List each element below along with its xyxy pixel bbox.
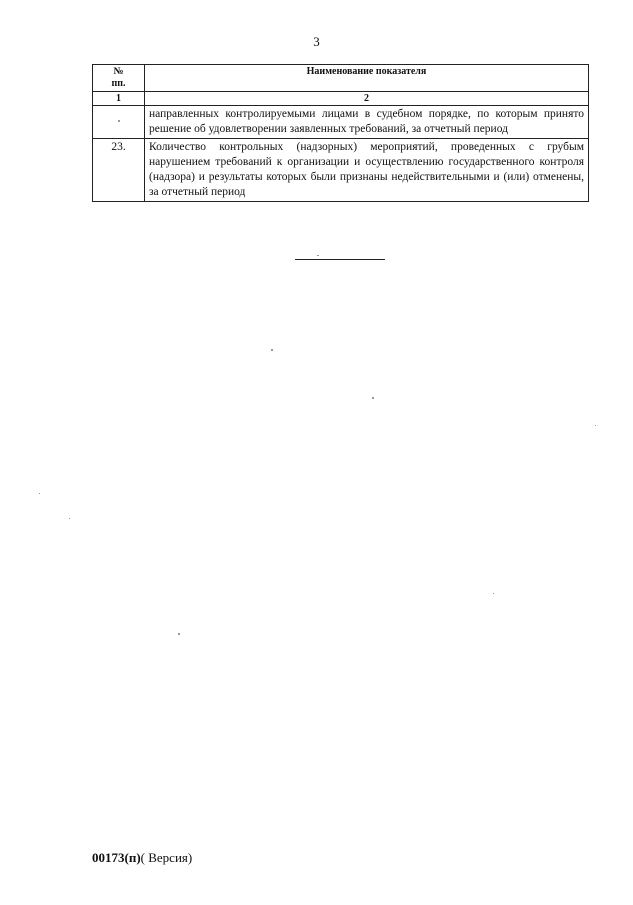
scan-speck bbox=[271, 349, 273, 351]
header-indicator-name-column: Наименование показателя bbox=[145, 65, 589, 92]
document-code bbox=[92, 850, 192, 866]
scan-speck bbox=[69, 518, 70, 519]
column-index-1: 1 bbox=[93, 92, 145, 106]
indicators-table bbox=[92, 64, 589, 202]
scan-speck bbox=[178, 633, 180, 635]
end-of-table-rule bbox=[295, 259, 385, 260]
scan-speck bbox=[317, 255, 319, 256]
row-number bbox=[93, 106, 145, 139]
row-number: 23. bbox=[93, 139, 145, 202]
scan-speck bbox=[372, 397, 374, 399]
scan-speck bbox=[595, 425, 596, 426]
scan-speck bbox=[39, 493, 40, 494]
document-code-number: 00173(п) bbox=[92, 850, 141, 865]
document-code-version: ( Версия) bbox=[140, 850, 193, 865]
page-number: 3 bbox=[313, 34, 320, 49]
header-number-column: № пп. bbox=[93, 65, 145, 92]
row-indicator-name: Количество контрольных (надзорных) мероприятий, проведенных с грубым нарушением требований к организации и осуществлению государственного контроля (надзора) и результаты которых были признаны недействительными и (или) отменены, за отчетный период bbox=[145, 139, 589, 202]
column-index-2: 2 bbox=[145, 92, 589, 106]
table-row bbox=[93, 139, 589, 202]
row-indicator-name: направленных контролируемыми лицами в судебном порядке, по которым принято решение об удовлетворении заявленных требований, за отчетный период bbox=[145, 106, 589, 139]
table-row bbox=[93, 106, 589, 139]
table-header-row bbox=[93, 65, 589, 92]
scan-speck bbox=[493, 593, 494, 594]
scan-speck bbox=[118, 120, 120, 122]
column-index-row bbox=[93, 92, 589, 106]
